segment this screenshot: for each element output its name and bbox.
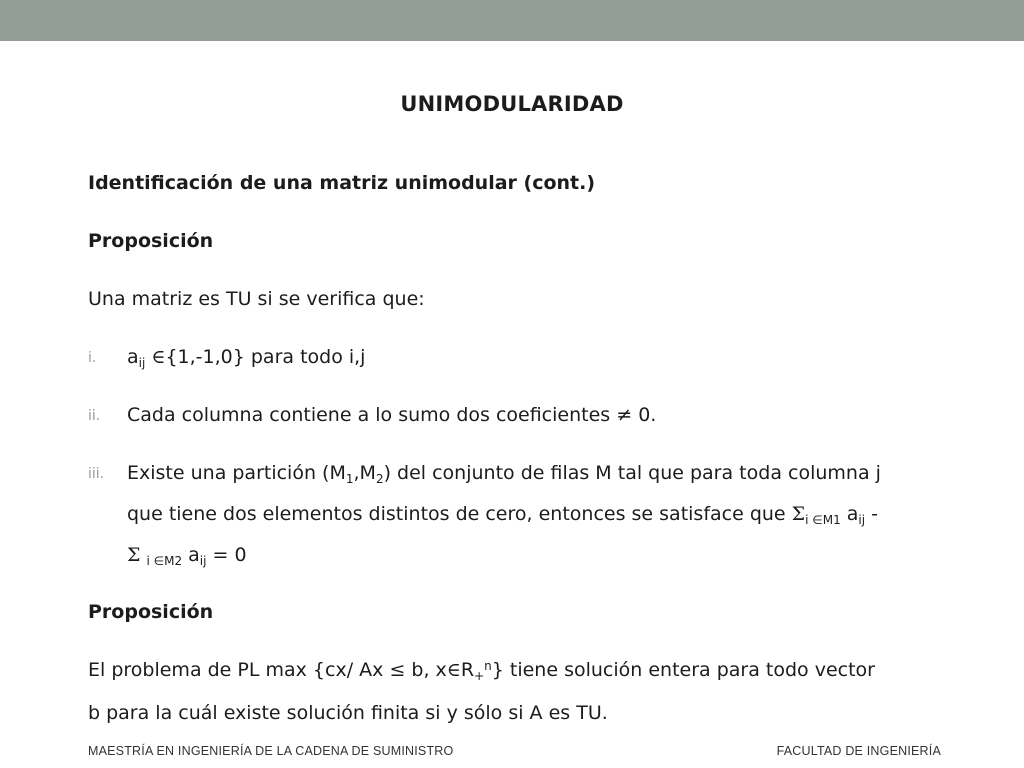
list-marker-ii: ii. [88,408,101,424]
item-iii-text-b: ,M [353,462,376,484]
matrix-element: a [127,346,139,368]
sum-2-subscript: i ∈M2 [146,554,183,568]
reals-subscript: + [474,669,485,683]
list-item-iii-line-1 [127,462,881,484]
reals-symbol: R [460,659,475,681]
index-subscript: ij [199,554,207,568]
not-equal-symbol: ≠ [616,404,633,426]
item-iii-text-c: ) del conjunto de filas M tal que para toda columna j [383,462,881,484]
item-ii-end: 0. [638,404,657,426]
element-of-symbol: ∈ [151,346,166,368]
matrix-element: a [188,544,200,566]
equals-zero: = 0 [212,544,247,566]
leq-symbol: ≤ [389,659,406,681]
list-marker-i: i. [88,350,97,366]
matrix-element: a [846,503,859,525]
sigma-symbol: Σ [127,544,141,566]
item-i-text: {1,-1,0} para todo i,j [165,346,366,368]
slide-title: UNIMODULARIDAD [400,92,624,116]
proposition-2-line-2: b para la cuál existe solución finita si y sólo si A es TU. [88,702,608,724]
minus-sign: - [871,503,878,525]
sigma-symbol: Σ [791,503,806,525]
index-subscript: ij [138,356,146,370]
prop-2-text-b: b, x [411,659,447,681]
top-accent-bar [0,0,1024,41]
sum-1-subscript: i ∈M1 [805,513,841,527]
item-iii-text-a: Existe una partición (M [127,462,346,484]
subscript-2: 2 [375,472,384,486]
reals-superscript: n [484,659,492,673]
list-item-iii-line-3 [127,544,247,566]
index-subscript: ij [858,513,866,527]
list-item-i [127,346,365,368]
item-iii-line-2-text: que tiene dos elementos distintos de cero, entonces se satisface que [127,503,786,525]
element-of-symbol: ∈ [446,659,461,681]
list-item-iii-line-2 [127,503,878,525]
prop-2-text-a: El problema de PL max {cx/ Ax [88,659,384,681]
prop-2-text-d: } tiene solución entera para todo vector [491,659,875,681]
footer-right: FACULTAD DE INGENIERÍA [776,744,941,758]
subscript-1: 1 [345,472,354,486]
footer-left: MAESTRÍA EN INGENIERÍA DE LA CADENA DE SUMINISTRO [88,744,454,758]
list-marker-iii: iii. [88,466,105,482]
proposition-1-intro: Una matriz es TU si se verifica que: [88,288,425,310]
list-item-ii [127,404,656,426]
proposition-2-line-1 [88,659,875,681]
proposition-1-heading: Proposición [88,230,214,252]
slide-subtitle: Identificación de una matriz unimodular (cont.) [88,172,596,194]
proposition-2-heading: Proposición [88,601,214,623]
item-ii-text: Cada columna contiene a lo sumo dos coeficientes [127,404,611,426]
